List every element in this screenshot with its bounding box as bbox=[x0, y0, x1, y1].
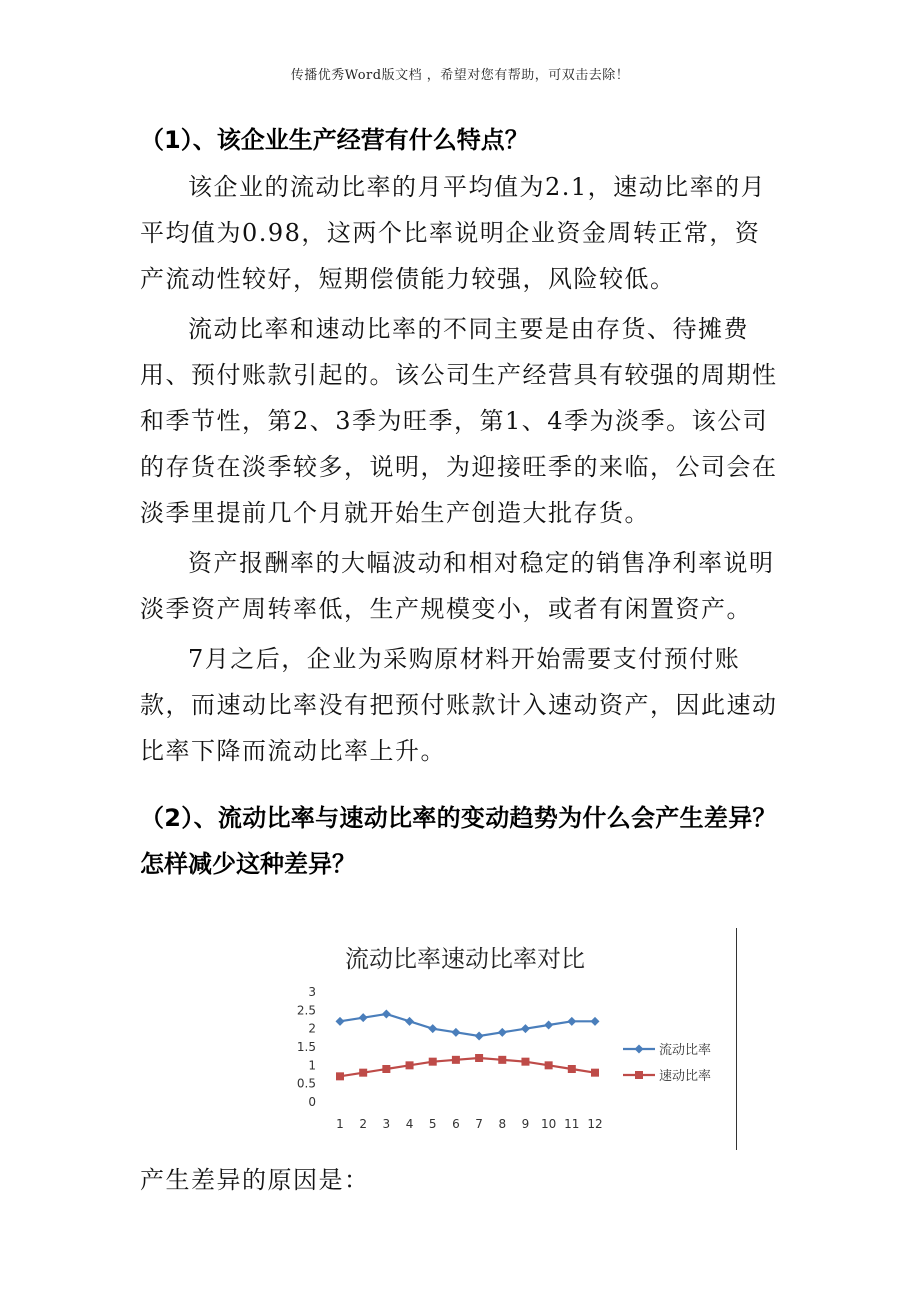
data-point bbox=[521, 1024, 530, 1033]
data-point bbox=[428, 1024, 437, 1033]
x-axis bbox=[336, 1117, 602, 1131]
data-point bbox=[521, 1058, 529, 1066]
x-tick-label: 11 bbox=[564, 1117, 580, 1131]
x-tick-label: 1 bbox=[336, 1117, 344, 1131]
paragraph-prepayment: 7月之后，企业为采购原材料开始需要支付预付账款，而速动比率没有把预付账款计入速动资产，因此速动比率下降而流动比率上升。 bbox=[140, 645, 778, 765]
legend-marker bbox=[635, 1071, 643, 1079]
y-tick-label: 1 bbox=[308, 1058, 316, 1073]
conclusion-label: 产生差异的原因是： bbox=[140, 1166, 370, 1194]
data-point bbox=[336, 1072, 344, 1080]
x-tick-label: 7 bbox=[475, 1117, 483, 1131]
paragraph-ratio-averages: 该企业的流动比率的月平均值为2.1，速动比率的月平均值为0.98，这两个比率说明企业资金周转正常，资产流动性较好，短期偿债能力较强，风险较低。 bbox=[140, 173, 767, 293]
header-note: 传播优秀Word版文档 ，希望对您有帮助，可双击去除！ bbox=[290, 68, 630, 83]
x-tick-label: 3 bbox=[382, 1117, 391, 1131]
series-line bbox=[340, 1014, 595, 1036]
data-point bbox=[359, 1069, 367, 1077]
data-point bbox=[591, 1069, 599, 1077]
x-tick-label: 8 bbox=[498, 1117, 507, 1131]
chart-title: 流动比率速动比率对比 bbox=[345, 945, 585, 973]
data-point bbox=[568, 1065, 576, 1073]
chart-divider-line bbox=[736, 928, 737, 1150]
data-point bbox=[591, 1017, 600, 1026]
data-point bbox=[567, 1017, 576, 1026]
y-tick-label: 3 bbox=[308, 985, 316, 999]
x-tick-label: 10 bbox=[540, 1117, 557, 1131]
question-1-heading: （1）、该企业生产经营有什么特点？ bbox=[140, 126, 529, 154]
x-tick-label: 9 bbox=[521, 1117, 530, 1131]
x-tick-label: 5 bbox=[428, 1117, 437, 1131]
question-2-heading-line1: （2）、流动比率与速动比率的变动趋势为什么会产生差异？ bbox=[140, 804, 777, 832]
series-line bbox=[340, 1058, 595, 1076]
data-point bbox=[429, 1058, 437, 1066]
data-point bbox=[359, 1013, 368, 1022]
data-point bbox=[405, 1017, 414, 1026]
ratio-comparison-chart bbox=[285, 925, 745, 1155]
data-point bbox=[498, 1056, 506, 1064]
legend-marker bbox=[635, 1045, 644, 1054]
paragraph-asset-return: 资产报酬率的大幅波动和相对稳定的销售净利率说明淡季资产周转率低，生产规模变小，或者有闲置资产。 bbox=[140, 549, 775, 623]
y-tick-label: 2.5 bbox=[296, 1003, 316, 1018]
legend-label: 流动比率 bbox=[659, 1043, 712, 1058]
data-point bbox=[498, 1028, 507, 1037]
y-tick-label: 0.5 bbox=[296, 1076, 316, 1091]
data-point bbox=[382, 1010, 391, 1019]
data-point bbox=[382, 1065, 390, 1073]
x-tick-label: 2 bbox=[359, 1117, 368, 1131]
y-tick-label: 0 bbox=[308, 1095, 316, 1109]
data-point bbox=[451, 1028, 460, 1037]
data-point bbox=[545, 1061, 553, 1069]
data-point bbox=[475, 1054, 483, 1062]
data-point bbox=[336, 1017, 345, 1026]
y-tick-label: 1.5 bbox=[296, 1040, 316, 1054]
x-tick-label: 4 bbox=[405, 1117, 414, 1131]
series-layer bbox=[336, 1010, 600, 1081]
chart-legend bbox=[623, 1042, 711, 1084]
data-point bbox=[406, 1061, 414, 1069]
y-axis bbox=[297, 985, 316, 1109]
data-point bbox=[475, 1032, 484, 1041]
data-point bbox=[544, 1021, 553, 1030]
x-tick-label: 12 bbox=[587, 1117, 603, 1131]
y-tick-label: 2 bbox=[308, 1021, 316, 1036]
paragraph-seasonality: 流动比率和速动比率的不同主要是由存货、待摊费用、预付账款引起的。该公司生产经营具有较强的周期性和季节性，第2、3季为旺季，第1、4季为淡季。该公司的存货在淡季较多，说明，为迎接旺季的来临，公司会在淡季里提前几个月就开始生产创造大批存货。 bbox=[140, 315, 778, 527]
legend-label: 速动比率 bbox=[659, 1069, 712, 1084]
data-point bbox=[452, 1056, 460, 1064]
x-tick-label: 6 bbox=[452, 1117, 460, 1131]
chart-svg bbox=[285, 925, 745, 1155]
question-2-heading-line2: 怎样减少这种差异？ bbox=[140, 850, 356, 878]
